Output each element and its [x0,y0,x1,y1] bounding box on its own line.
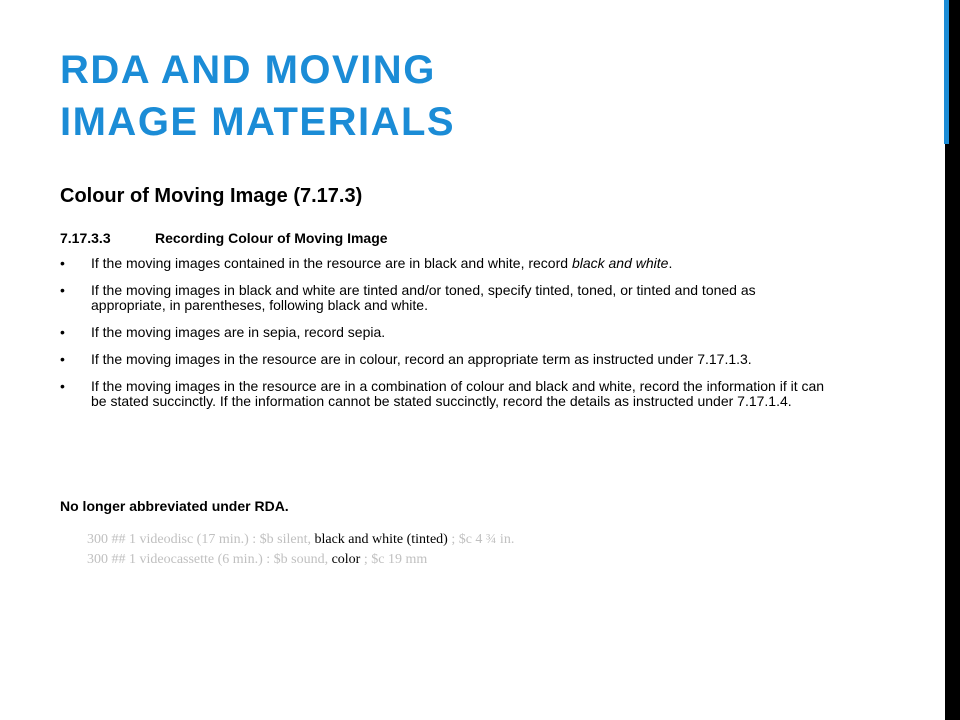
bullet-icon: • [60,324,65,340]
example-highlight: color [331,552,361,567]
slide-title-line-1: RDA AND MOVING [60,48,436,92]
bullet-text-italic: black and white [571,255,669,271]
marc-example-row [87,550,514,570]
slide-title [60,44,900,148]
example-highlight: black and white (tinted) [314,532,448,547]
bullet-item [60,325,830,340]
bullet-icon: • [60,255,65,271]
bullet-icon: • [60,378,65,394]
rule-number: 7.17.3.3 [60,230,111,246]
slide-title-line-2: IMAGE MATERIALS [60,100,456,144]
bullet-list [60,256,830,421]
example-prefix: 300 ## 1 videocassette (6 min.) : $b sound, [87,552,332,567]
bullet-text: If the moving images in black and white are tinted and/or toned, specify tinted, toned, or tinted and toned as appropriate, in parentheses, following black and white. [91,282,756,313]
bullet-item [60,283,830,313]
bullet-text: If the moving images are in sepia, record sepia. [91,324,386,340]
rule-subheading [60,229,388,247]
example-suffix: ; $c 4 ¾ in. [447,532,515,547]
marc-example-row [87,530,514,550]
rule-title: Recording Colour of Moving Image [155,230,388,246]
bullet-text-end: . [668,255,673,271]
bullet-item [60,256,830,271]
bullet-text: If the moving images in the resource are in a combination of colour and black and white, record the information if it can be stated succinctly. If the information cannot be stated succinctly, record the details as instructed under 7.17.1.4. [91,378,825,409]
bullet-icon: • [60,351,65,367]
marc-examples [87,530,514,570]
bullet-text: If the moving images in the resource are in colour, record an appropriate term as instructed under 7.17.1.3. [91,351,752,367]
abbreviation-note: No longer abbreviated under RDA. [60,498,289,514]
bullet-text: If the moving images contained in the resource are in black and white, record [91,255,572,271]
section-heading: Colour of Moving Image (7.17.3) [60,185,363,207]
bullet-item [60,379,830,409]
bullet-icon: • [60,282,65,298]
bullet-item [60,352,830,367]
right-edge-accent [944,0,949,144]
example-prefix: 300 ## 1 videodisc (17 min.) : $b silent, [87,532,315,547]
example-suffix: ; $c 19 mm [360,552,428,567]
